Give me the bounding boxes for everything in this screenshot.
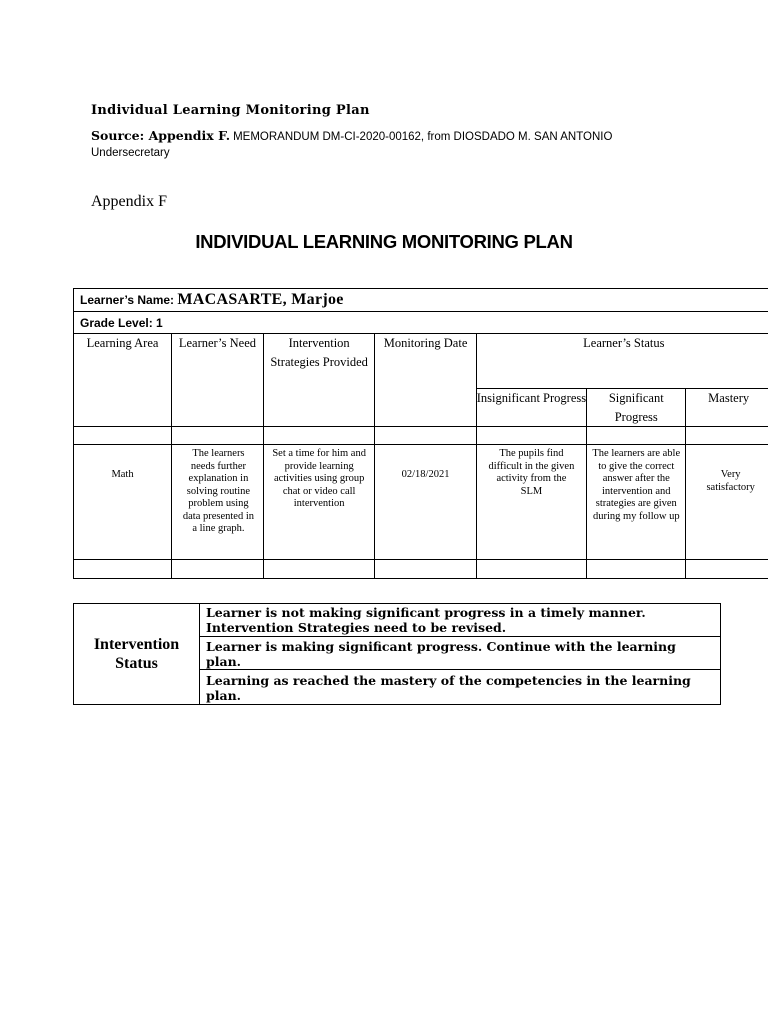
col-mastery: Mastery: [686, 389, 768, 427]
source-line: [91, 128, 691, 161]
col-monitoring-date: Monitoring Date: [375, 334, 476, 427]
source-subtext: Undersecretary: [91, 147, 170, 159]
status-item: Learning as reached the mastery of the competencies in the learning plan.: [200, 670, 721, 705]
cell-learners-need: The learners needs further explanation in solving routine problem using data presented in a line graph.: [172, 445, 264, 560]
col-learners-status: Learner’s Status: [476, 334, 768, 389]
monitoring-plan-table: [73, 288, 768, 579]
appendix-label: Appendix F: [91, 193, 167, 210]
learner-name-label: Learner’s Name:: [80, 293, 175, 307]
status-item: Learner is not making significant progress in a timely manner. Intervention Strategies need to be revised.: [200, 604, 721, 637]
source-label: Source: Appendix F.: [91, 128, 231, 143]
empty-row: [74, 427, 768, 445]
status-item: Learner is making significant progress. Continue with the learning plan.: [200, 637, 721, 670]
col-intervention: Intervention Strategies Provided: [263, 334, 375, 427]
col-learning-area: Learning Area: [74, 334, 172, 427]
col-learners-need: Learner’s Need: [172, 334, 264, 427]
cell-intervention: Set a time for him and provide learning activities using group chat or video call intervention: [263, 445, 375, 560]
cell-mastery: Very satisfactory: [686, 445, 768, 560]
cell-monitoring-date: 02/18/2021: [375, 445, 476, 560]
cell-significant: The learners are able to give the correct answer after the intervention and strategies are given during my follow up: [587, 445, 686, 560]
cell-learning-area: Math: [74, 445, 172, 560]
grade-level: Grade Level: 1: [74, 312, 768, 334]
table-row: [74, 445, 768, 560]
empty-row: [74, 560, 768, 579]
document-heading: Individual Learning Monitoring Plan: [91, 103, 370, 118]
learner-name-row: [74, 289, 768, 312]
page-title: INDIVIDUAL LEARNING MONITORING PLAN: [195, 231, 573, 252]
col-significant-progress: Significant Progress: [587, 389, 686, 427]
learner-name-value: MACASARTE, Marjoe: [177, 291, 344, 308]
intervention-status-label: Intervention Status: [74, 604, 200, 705]
col-insignificant-progress: Insignificant Progress: [476, 389, 587, 427]
source-text: MEMORANDUM DM-CI-2020-00162, from DIOSDADO M. SAN ANTONIO: [233, 131, 613, 143]
intervention-status-table: [73, 603, 721, 705]
cell-insignificant: The pupils find difficult in the given activity from the SLM: [476, 445, 587, 560]
